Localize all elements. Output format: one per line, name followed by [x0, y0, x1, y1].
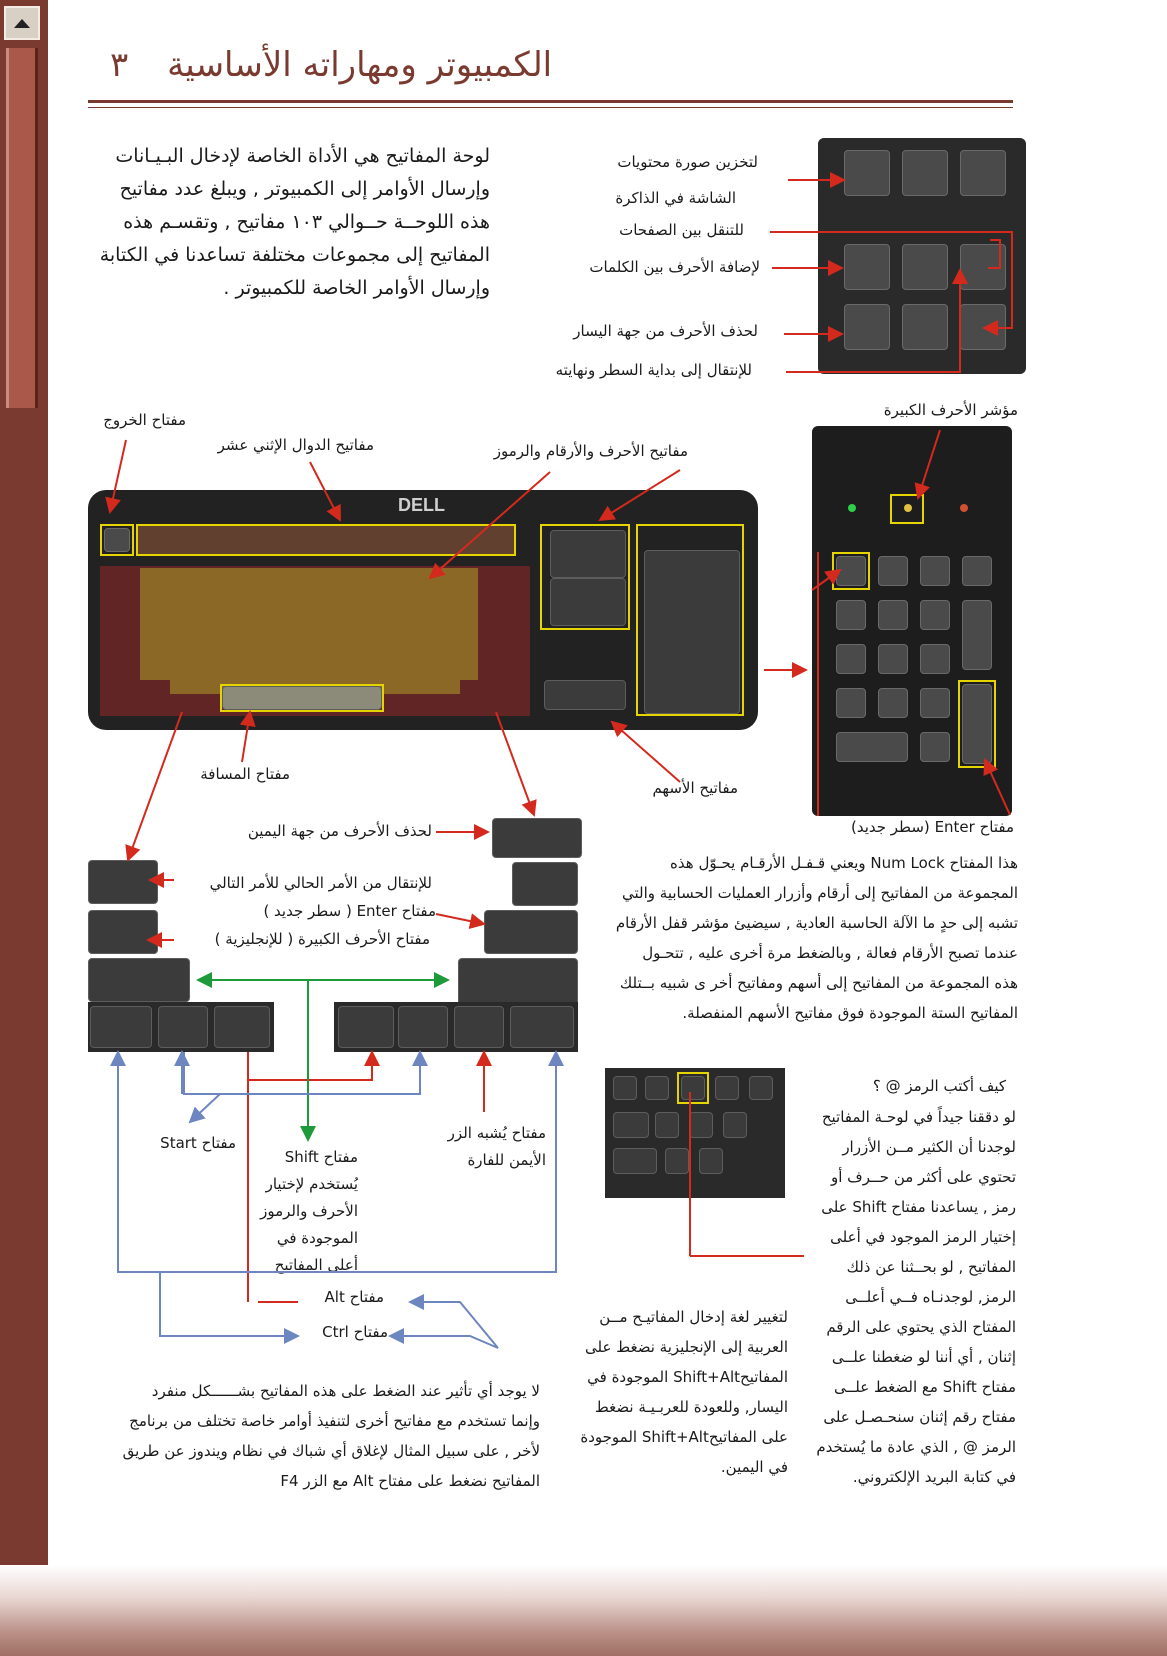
backspace-photo — [492, 818, 582, 858]
label-caps: مفتاح الأحرف الكبيرة ( للإنجليزية ) — [214, 930, 430, 948]
page-down-key — [960, 304, 1006, 350]
label-menu-key — [420, 1120, 546, 1174]
at-line: رمز , يساعدنا مفتاح Shift على — [821, 1198, 1016, 1216]
label-alt: مفتاح Alt — [324, 1288, 384, 1306]
scroll-lock-key — [902, 150, 948, 196]
at-line: مفتاح Shift مع الضغط علــى — [833, 1378, 1016, 1396]
shift-desc-line: يُستخدم لإختيار — [265, 1175, 358, 1193]
label-space: مفتاح المسافة — [200, 765, 290, 783]
scroll-thumb[interactable] — [6, 48, 38, 408]
insert-key — [844, 244, 890, 290]
scrolllock-light-icon — [960, 504, 968, 512]
note-line: وإنما تستخدم مع مفاتيح أخرى لتنفيذ أوامر خاصة تختلف من برنامج — [129, 1412, 540, 1430]
backslash-key — [512, 862, 578, 906]
enter-key — [484, 910, 578, 954]
right-alt-key — [338, 1006, 394, 1048]
label-enter: مفتاح Enter ( سطر جديد ) — [263, 902, 436, 920]
numlock-line: هذا المفتاح Num Lock ويعني قـفـل الأرقـام يحـوّل هذه — [670, 854, 1018, 872]
label-enter-new-line: مفتاح Enter (سطر جديد) — [850, 818, 1014, 836]
right-shift-key — [458, 958, 578, 1006]
label-home-end: للإنتقال إلى بداية السطر ونهايته — [555, 361, 752, 379]
print-screen-key — [844, 150, 890, 196]
at-line: إختيار الرمز الموجود في أعلى — [830, 1228, 1016, 1246]
numpad-photo — [812, 426, 1012, 816]
label-tab: للإنتقال من الأمر الحالي للأمر التالي — [209, 874, 432, 892]
label-caps-indicator: مؤشر الأحرف الكبيرة — [883, 401, 1018, 419]
lang-line: المفاتيحShift+Alt الموجودة في — [587, 1368, 788, 1386]
numlock-line: عندما تصبح الأرقام فعالة , وبالضغط مرة أخرى عليه , تتحـول — [642, 944, 1018, 962]
menu-key-line: الأيمن للفارة — [467, 1151, 546, 1169]
label-alnum: مفاتيح الأحرف والأرقام والرموز — [493, 442, 688, 460]
home-key — [902, 244, 948, 290]
left-bottom-row-photo — [88, 1002, 274, 1052]
intro-line: وإرسال الأوامر الخاصة للكمبيوتر . — [223, 277, 490, 299]
note-line: لأخر , على سبيل المثال لإغلاق أي شباك في نظام ويندوز عن طريق — [122, 1442, 540, 1460]
backspace-key — [492, 818, 582, 858]
note-line: المفاتيح نضغط على مفتاح Alt مع الزر F4 — [280, 1472, 540, 1490]
menu-key — [454, 1006, 504, 1048]
number-row-photo — [605, 1068, 785, 1198]
numlock-line: المجموعة من المفاتيح إلى أرقام وأزرار العمليات الحسابية والتي — [622, 884, 1018, 902]
page-number: ٣ — [110, 45, 129, 85]
at-line: لوجدنا أن الكثير مــن الأزرار — [842, 1138, 1016, 1156]
note-line: لا يوجد أي تأثير عند الضغط على هذه المفاتيح بشــــــكل منفرد — [151, 1382, 540, 1400]
numlock-paragraph — [590, 848, 1018, 1028]
lang-line: اليسار, وللعودة للعربـيـة نضغط — [594, 1398, 788, 1416]
page-up-key — [960, 244, 1006, 290]
label-esc: مفتاح الخروج — [103, 411, 186, 429]
header-rule — [88, 100, 1013, 103]
tab-key — [88, 860, 158, 904]
label-print-screen-1: لتخزين صورة محتويات — [617, 153, 758, 171]
left-scrollbar[interactable] — [0, 0, 48, 1656]
intro-paragraph — [80, 140, 490, 305]
scroll-up-icon — [14, 19, 30, 28]
at-line: تحتوي على أكثر من حــرف أو — [831, 1168, 1016, 1186]
lang-line: في اليمين. — [720, 1458, 788, 1476]
label-backspace: لحذف الأحرف من جهة اليمين — [247, 822, 432, 840]
label-print-screen-2: الشاشة في الذاكرة — [615, 189, 736, 207]
numlock-line: تشبه إلى حدٍ ما الآلة الحاسبة العادية , سيضيئ مؤشر قفل الأرقام — [615, 914, 1018, 932]
at-heading: كيف أكتب الرمز @ ؟ — [872, 1077, 1006, 1095]
intro-line: المفاتيح إلى مجموعات مختلفة تساعدنا في الكتابة — [99, 244, 490, 266]
shift-title: مفتاح Shift — [284, 1148, 358, 1166]
delete-key — [844, 304, 890, 350]
at-line: إثنان , أي أننا لو ضغطنا علــى — [831, 1348, 1016, 1366]
right-ctrl-key — [510, 1006, 574, 1048]
intro-line: وإرسال الأوامر إلى الكمبيوتر , ويبلغ عدد مفاتيح — [119, 178, 490, 200]
numlock-light-icon — [848, 504, 856, 512]
at-line: لو دققنا جيداً في لوحـة المفاتيح — [821, 1108, 1016, 1126]
page-title: الكمبيوتر ومهاراته الأساسية — [167, 45, 553, 85]
at-line: المفاتيح , لو بحــثنا عن ذلك — [846, 1258, 1016, 1276]
label-arrows: مفاتيح الأسهم — [652, 779, 738, 797]
end-key — [902, 304, 948, 350]
footer-band — [0, 1565, 1167, 1656]
shift-desc-line: الأحرف والرموز — [260, 1202, 358, 1220]
left-shift-key — [88, 958, 190, 1002]
numlock-line: هذه المجموعة من المفاتيح إلى أسهم ومفاتيح أخر ى شبيه بــتلك — [619, 974, 1018, 992]
nav-keys-photo — [818, 138, 1026, 374]
lang-line: لتغيير لغة إدخال المفاتيـح مــن — [599, 1308, 788, 1326]
label-ctrl: مفتاح Ctrl — [322, 1323, 388, 1341]
lang-line: على المفاتيحShift+Alt الموجودة — [580, 1428, 788, 1446]
keyboard-photo — [88, 490, 758, 730]
right-bottom-row-photo — [334, 1002, 578, 1052]
label-function-keys: مفاتيح الدوال الإثني عشر — [217, 436, 374, 454]
label-page-updown: للتنقل بين الصفحات — [619, 221, 744, 239]
at-line: الرمز, لوجدنـاه فــي أعلــى — [845, 1288, 1016, 1306]
right-win-key — [398, 1006, 448, 1048]
shift-desc-line: أعلى المفاتيح — [274, 1256, 358, 1274]
scroll-up-button[interactable] — [4, 6, 40, 40]
header-rule-thin — [88, 107, 1013, 108]
left-win-key — [158, 1006, 208, 1048]
lang-line: العربية إلى الإنجليزية نضغط على — [585, 1338, 788, 1356]
page-header — [110, 45, 570, 85]
numlock-line: المفاتيح الستة الموجودة فوق مفاتيح الأسهم المنفصلة. — [682, 1004, 1018, 1022]
at-line: مفتاح رقم إثنان سنحـصـل على — [823, 1408, 1016, 1426]
label-start: مفتاح Start — [160, 1134, 236, 1152]
label-shift — [250, 1144, 358, 1279]
label-delete: لحذف الأحرف من جهة اليسار — [573, 322, 758, 340]
pause-key — [960, 150, 1006, 196]
caps-lock-key — [88, 910, 158, 954]
language-paragraph — [556, 1302, 788, 1482]
intro-line: لوحة المفاتيح هي الأداة الخاصة لإدخال البـيـانات — [115, 145, 490, 167]
brand-logo: DELL — [398, 495, 445, 515]
left-ctrl-key — [90, 1006, 152, 1048]
at-line: في كتابة البريد الإلكتروني. — [852, 1468, 1016, 1486]
menu-key-line: مفتاح يُشبه الزر — [447, 1124, 546, 1142]
alt-ctrl-note — [88, 1376, 540, 1496]
right-modifier-photo — [458, 862, 578, 1012]
at-line: المفتاح الذي يحتوي على الرقم — [826, 1318, 1016, 1336]
shift-desc-line: الموجودة في — [276, 1229, 358, 1247]
label-insert: لإضافة الأحرف بين الكلمات — [589, 258, 760, 276]
at-paragraph — [802, 1102, 1016, 1492]
intro-line: هذه اللوحــة حــوالي ١٠٣ مفاتيح , وتقسـم هذه — [123, 211, 490, 233]
left-alt-key — [214, 1006, 270, 1048]
at-line: الرمز @ , الذي عادة ما يُستخدم — [816, 1438, 1016, 1456]
